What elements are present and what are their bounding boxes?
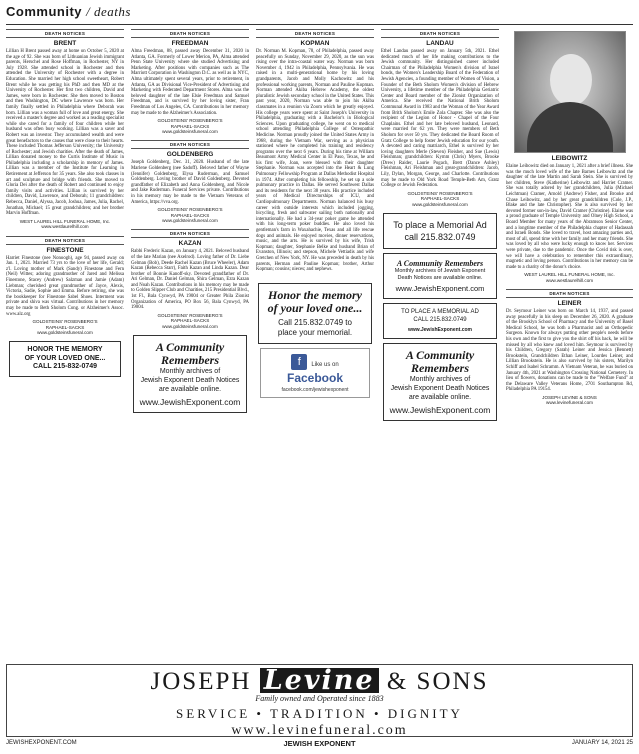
- funeral-home-link[interactable]: www.goldsteinsfuneral.com: [37, 329, 93, 335]
- obit-body-kazan: Rabbi Frederic Kazan, on January 4, 2021. Beloved husband of the late Marian (nee Axelrod). Loving father of Dr. Liebe Gelman (Bob), Deede Rachel Kazan (Bruce Wheeler), Adam Kazan (Rebecca Starr), Faith Kazan and Linda Kazan. Dear brother of Bonnie Kanoff-sky. Devoted grandfather of Dr. Ari Gelman, Dr. Daniel Gelman, Shira Gelman, Ezra Kazan and Noah Kazan. Contributions in his memory may be made to Golden Slipper Club and Charities, 215 Presidential Blvd., 1st Fl., Bala Cynwyd, PA 19004 or Greater Phila Zionist Organization of America, PO Box 56, Bala Cynwyd, PA 19004.: [131, 249, 249, 311]
- portrait-face: [550, 54, 592, 106]
- column-2: [131, 29, 249, 662]
- obit-body-leiner: Dr. Seymour Leiner was born on March 14, 1937, and passed away peacefully in his sleep on December 26, 2020. A graduate of the Brooklyn School of Pharmacy and the University of Basel Medical School, he was both a Pharmacist and an Orthopedic Surgeon. Known for always putting other people's needs before his own and the first to give you the shirt off his back, he will be missed by all who knew and loved him. Seymour is survived by his Children, Gregory (Sarah) Leiner and Jessica (Bennett) Brookstein, Grandchildren Ethan Leiner, Lourdes Leiner, and Lillian Brookstein. He is also survived by his sisters, Marilyn Schiff and Isabel Schramm. A Vietnam Veteran, he was buried on January 4th, 2021 at Washington Crossing National Cemetery. In lieu of flowers, donations can be made to the "Welfare Fund" at the Delaware Valley Veterans Home, 2701 Southampton Rd, Philadelphia PA 19154.: [506, 309, 633, 393]
- obit-body-brent: Lillian H Brent passed away at home on October 5, 2020 at the age of 92. She was born of Lithuanian Jewish immigrant parents, Herschel and Rose Hoffman, in Rochester, NY in July 1928. She attended school in Rochester and then attended the University of Rochester with a degree in Education. She married her high school sweetheart, Robert Brent while he was getting his PhD and then MD at the University of Rochester. Her first two children, David and James, were born in Rochester. She then moved to Boston and then Washington, DC where Lawrence was born. Her family finally settled in Philadelphia where Deborah was born. Lillian was a woman full of love and great energy. She received a master's degree and worked as a reading specialist while she cared for a family of four children while her husband was often busy working. Lillian was a saver and Robert was an investor. They accumulated wealth and were great benefactors to the causes that were close to their hearts. These included Thomas Jefferson University; the University of Rochester; and Jewish charities. After the death of James, Lillian donated money to the Curtis Institute of Music in Philadelphia including a scholarship in memory of James. Lillian was a member of the Institute for Learning in Retirement at Jefferson for 35 years. She also took classes in art and sculpture and bridge with friends. She moved to Gloria Dei after the death of Robert and continued to enjoy family visits and activities. Lillian is survived by her children, David, Lawrence, and Deborah; 11 grandchildren: Rebecca, Daniel, Alyssa, Jacob, Joshua, James, Julia, Rachel, Jonathan, Michael; 15 great grandchildren; and her brother Marvin Hoffman.: [6, 49, 124, 217]
- header-rule: [6, 24, 633, 25]
- funeral-home: WEST LAUREL HILL FUNERAL HOME, Inc.: [524, 272, 615, 278]
- community-remembers-ad: [383, 343, 497, 421]
- funeral-home-line2: RAPHAEL-SACKS: [170, 318, 210, 324]
- obit-body-leibowitz: Elaine Leibowitz died on January 1, 2021 after a brief illness. She was the much loved wife of the late Barnes Leibowitz and the daughter of the late Martin and Sarah Stein. She is survived by her children, Steve (Katherine) Leibowitz and Harriet Cramer. She was totally adored by her grandchildren, Julia (Michael Leichtman) Cramer, Arnold (Andrew) Fisher, and Brooke and Chase Leibowitz, and by her great grandchildren (Cole, J.P., Blake and the late Christopher). She is also survived by her devoted former son-in-law, David Cramer (Christine). Elaine was a proud graduate of Temple University and Olney High School, a Board Member for many years of the Abramson Senior Center, and a longtime member of the Philadelphia chapter of Hadassah and Israeli Bonds. She loved to travel, host amazing parties and, most of all, spend time with her family and her many friends. She was loved by all who were lucky enough to know her. Services were private, due to the pandemic. Once the Covid risk is over, we will have a celebration to remember this extraordinary, magnetic and loving person. Contributions in her memory can be made to a charity of the donor's choice.: [506, 164, 633, 270]
- column-4: [381, 29, 499, 662]
- obit-signature-leiner: [506, 395, 633, 406]
- ad-url-link[interactable]: www.JewishExponent.com: [139, 397, 241, 408]
- obit-name-leibowitz: LEIBOWITZ: [551, 155, 588, 162]
- obit-body-finestone: Harriet Finestone (nee Nonoogh), age 94, passed away on Jan. 1, 2021. Married 73 yrs to the love of her life, Gerald; z'l. Loving mother of Mark (Sandy) Finestone and Fern (Neil) Wittes; adoring grandmother of Jared and Melissa Finestone, Stacey (Andrew) Salzman and Jamie (Adam) Liebman; cherished great grandmother of Jayce, Alexis, Victoria, Sadie, Sophie and Emma. Before retiring, she was the bookkeeper for Finestone Sabel Shoes. Interment was private and shiva was virtual. Contributions in her memory may be made to Beth Sholom Cong. or Alzheimer's Assoc. www.alz.org: [6, 255, 124, 317]
- death-notices-tag: DEATH NOTICES: [6, 29, 124, 38]
- column-3: [256, 29, 374, 662]
- funeral-home-link[interactable]: www.goldsteinsfuneral.com: [412, 201, 468, 207]
- ad-text: place your memorial.: [277, 327, 353, 337]
- ad-heading: A Community Remembers: [396, 259, 484, 269]
- funeral-home: GOLDSTEINS' ROSENBERG'S: [157, 312, 223, 318]
- place-line: TO PLACE A MEMORIAL AD: [401, 309, 479, 316]
- funeral-home: GOLDSTEINS' ROSENBERG'S: [407, 190, 473, 196]
- ad-text: are available online.: [158, 386, 222, 394]
- ad-url-link[interactable]: www.levinefuneral.com: [231, 723, 408, 738]
- footer-site: JEWISHEXPONENT.COM: [6, 740, 77, 746]
- portrait-shoulders: [527, 102, 613, 152]
- ad-text: Jewish Exponent Death Notices: [140, 377, 240, 385]
- ad-heading: A Community: [405, 348, 475, 363]
- obit-name-finestone: FINESTONE: [46, 246, 84, 254]
- ad-heading: of your loved one...: [267, 300, 363, 315]
- ad-text: Call 215.832.0749 to: [278, 317, 352, 327]
- death-notices-tag: DEATH NOTICES: [131, 229, 249, 238]
- funeral-home: WEST LAUREL HILL FUNERAL HOME, Inc.: [19, 218, 111, 224]
- ad-url-link[interactable]: www.JewishExponent.com: [395, 284, 485, 294]
- ad-text: Death Notices are available online.: [397, 275, 483, 282]
- ad-brand-line: [7, 665, 632, 696]
- ad-text: are available online.: [408, 394, 472, 402]
- obit-body-freedman: Alma Freedman, 88, passed away December 31, 2020 in Atlanta, GA. Formerly of Lower Merion, PA, Alma attended Penn State University where she studied Advertising and Marketing. After positions with companies such as The Marriott Corporation in Washington D.C. as well as in NYC, Alma ultimately spent several years, prior to retirement, in Atlanta, GA as Divisional Vice-President of Advertising and Marketing with Federated Department Stores. Alma was the beloved daughter of the late Elsie Freedman and Samuel Freedman, and is survived by her loving sister, Fran Freedman of Los Angeles, CA. Contributions in her memory may be made to the Alzheimer's Association.: [131, 49, 249, 116]
- section-subtitle: / deaths: [86, 4, 131, 19]
- ad-url-link[interactable]: www.JewishExponent.com: [389, 405, 491, 416]
- honor-memory-ad: [258, 283, 372, 344]
- place-memorial-ad: [383, 303, 497, 339]
- memorial-ad: [383, 213, 497, 249]
- funeral-home-line2: RAPHAEL-SACKS: [170, 123, 210, 129]
- ad-joseph: JOSEPH: [150, 668, 252, 695]
- fb-like-text: Like us on: [311, 361, 339, 368]
- obit-signature-kazan: [131, 313, 249, 329]
- community-remembers-small-ad: [383, 253, 497, 299]
- section-title: Community: [6, 4, 82, 19]
- obit-name-freedman: FREEDMAN: [171, 40, 209, 47]
- facebook-ad[interactable]: [260, 348, 370, 398]
- funeral-home-link[interactable]: www.westlaurelhill.com: [41, 224, 89, 230]
- ad-tagline: Family owned and Operated since 1883: [255, 694, 384, 703]
- ad-text: Monthly archives of Jewish Exponent: [394, 268, 486, 275]
- memorial-phone: call 215.832.0749: [404, 232, 476, 243]
- obit-signature-goldenberg: [131, 207, 249, 223]
- obit-body-kopman: Dr. Norman M. Kopman, 78, of Philadelphia, passed away peacefully on Sunday, November 29, 2020, as the sun was rising over the intra-coastal water way. Norman was born November 4, 1942 in Philadelphia, Pennsylvania. He was raised in a multi-generational home by his loving grandparents, Jacob and Molly Kachowitz and his professional working parents, Norman and Pauline Kopman. Norman attended Akiba Hebrew Academy, the oldest pluralistic Jewish secondary school in the United States. This past year, 2020, Norman was able to join his Akiba classmates in a reunion via Zoom which he greatly enjoyed. His college years were spent at Saint Joseph's University in Philadelphia, graduating with a Bachelor's in Biological Sciences. Upon graduating college, he went on to medical school attending Philadelphia College of Osteopathic Medicine. Norman proudly joined the United States Army in 1968, during the Vietnam War, serving as a physician stationed where he completed his training and residency programs over the next 6 years. During his time at William Beaumont Army Medical Center in El Paso, Texas, he and his first wife, Joan, were blessed with their daughter Stephanie. Norman was accepted into the Heart & Lung Pulmonary Fellowship Program at Dallas Methodist Hospital in 1974. After completing his fellowship, he set up a sole pulmonary practice in Dallas. He served Southwest Dallas and its residents for the next 38 years. His practice included years of Medical Directorships of ICU, and Cardiopulmonary Departments. Norman balanced his busy career with outside interests which included jogging, bicycling, fresh and saltwater sailing both nationally and internationally. He had a 34-year poker game he attended with his long-term poker buddies. He also loved his gentleman's farm in Waxahachie, Texas and all life rescue dogs and animals. He enjoyed movies, dinner reservations, music, and the arts. He is survived by his wife, Trish Kopman; daughter, Stephanie Belke and husband Brian of Evanston, Illinois; and stepson, Michele Vettiadis and wife Gretchen of New York, NY. He was preceded in death by his parents, Herman and Pauline Kopman; brother, Arthur Kopman; cousins; nieces; and nephews.: [256, 49, 374, 273]
- death-notices-tag: DEATH NOTICES: [256, 29, 374, 38]
- honor-line: OF YOUR LOVED ONE...: [24, 354, 106, 362]
- obit-name-brent: BRENT: [53, 40, 77, 47]
- funeral-home: JOSEPH LEVINE & SONS: [542, 395, 597, 400]
- obit-name-kopman: KOPMAN: [300, 40, 330, 47]
- ad-levine-logo: Levine: [260, 668, 379, 693]
- funeral-home: GOLDSTEINS' ROSENBERG'S: [32, 319, 98, 325]
- thumbs-up-icon: f: [291, 354, 307, 370]
- death-notices-tag: DEATH NOTICES: [131, 140, 249, 149]
- funeral-home-link[interactable]: www.levinefuneral.com: [546, 400, 593, 406]
- obit-signature-freedman: [131, 118, 249, 134]
- memorial-line: To place a Memorial Ad: [393, 220, 487, 231]
- footer-publication: JEWISH EXPONENT: [283, 739, 356, 748]
- place-url-link[interactable]: www.JewishExponent.com: [408, 327, 472, 334]
- funeral-home-link[interactable]: www.goldsteinsfuneral.com: [162, 128, 218, 134]
- obit-signature-finestone: [6, 319, 124, 335]
- levine-funeral-ad[interactable]: [6, 664, 633, 737]
- funeral-home: GOLDSTEINS' ROSENBERG'S: [157, 207, 223, 213]
- honor-phone: CALL 215-832-0749: [32, 363, 98, 371]
- funeral-home-line2: RAPHAEL-SACKS: [45, 324, 85, 330]
- fb-url-link[interactable]: facebook.com/jewishexponent: [281, 386, 349, 393]
- ad-heading: Remembers: [161, 353, 219, 368]
- community-remembers-ad: [133, 335, 247, 413]
- funeral-home-line2: RAPHAEL-SACKS: [170, 212, 210, 218]
- funeral-home-line2: RAPHAEL-SACKS: [420, 196, 460, 202]
- death-notices-tag: DEATH NOTICES: [506, 289, 633, 298]
- section-header: [6, 4, 131, 20]
- honor-memory-ad: [9, 341, 121, 377]
- obit-body-landau: Ethel Landau passed away on January 5th, 2021. Ethel dedicated much of her life making contributions to the Jewish community. Her distinguished career included Chairman of the Philadelphia Women's division of Israel bonds, the Women's Leadership Board of the Federation of Jewish Agencies, a founding member of Women of Vision, a Founder of the Beth Sholom Women's division of Hebrew University, a lifetime member of the Philadelphia Geriatric Center and Board member of the Zionist Organization of America. She received the National Brith Sholom Communal Award in 1983 and the Woman of the Year Award from Brith Sholom's Emile Zola Chapter. She was also the recipient of the Legion of Honor - Chapel of the Four Chaplains. Ethel and her late beloved husband, Leonard, were married for 62 yrs. They were members of Beth Sholom for over 50 yrs. They dedicated the Board Room of Gratz College to help foster Jewish education for our youth. A devoted and caring matriarch, Ethel is survived by her loving daughters Merle (Steven) Fleisher, and Sue (Lewis) Fleishman; grandchildren: Kymm (Chris) Myers, Brooke (Drew) Raider, Laurie Pogach, Brett (Dance Ashley) Fleishman, Ari Fleishman and great-grandchildren: Jacob, Lily, Dylan, Morgan, George, and Charlotte. Contributions may be made to Old York Road Temple-Beth Am, Gratz College or Jewish Federation.: [381, 49, 499, 189]
- obit-signature-landau: [381, 191, 499, 207]
- ad-text: Jewish Exponent Death Notices: [390, 385, 490, 393]
- funeral-home-link[interactable]: www.westlaurelhill.com: [545, 277, 594, 283]
- footer-date-page: JANUARY 14, 2021 25: [571, 740, 633, 746]
- leibowitz-photo: [514, 31, 626, 153]
- obit-body-goldenberg: Joseph Goldenberg, Dec. 31, 2020. Husband of the late Marlene Goldenberg (nee Sadoff). Beloved father of Wayne (Jennifer) Goldenberg, Elysa Ruderman, and Samuel Goldenberg. Loving brother of David Goldenberg. Devoted grandfather of Elizabeth and Anna Goldenberg, and Nicole and Jake Ruderman. Funeral Services private. Contributions in his memory may be made to the Vietnam Veterans of America, https://vva.org.: [131, 160, 249, 205]
- place-phone: CALL 215.832.0749: [413, 316, 467, 323]
- death-notices-tag: DEATH NOTICES: [381, 29, 499, 38]
- funeral-home: GOLDSTEINS' ROSENBERG'S: [157, 118, 223, 124]
- ad-heading: Remembers: [411, 361, 469, 376]
- obit-name-kazan: KAZAN: [178, 240, 202, 248]
- death-notices-tag: DEATH NOTICES: [6, 236, 124, 245]
- death-notices-tag: DEATH NOTICES: [131, 29, 249, 38]
- column-1: [6, 29, 124, 662]
- ad-text: Monthly archives of: [159, 368, 221, 376]
- obit-name-goldenberg: GOLDENBERG: [166, 151, 214, 159]
- ad-text: Monthly archives of: [409, 376, 471, 384]
- fb-brand: Facebook: [286, 370, 343, 385]
- ad-values: SERVICE • TRADITION • DIGNITY: [176, 706, 463, 721]
- obit-signature-leibowitz: [506, 272, 633, 283]
- funeral-home-link[interactable]: www.goldsteinsfuneral.com: [162, 323, 218, 329]
- obit-signature-brent: [6, 219, 124, 230]
- ad-heading: Honor the memory: [267, 287, 362, 302]
- funeral-home-link[interactable]: www.goldsteinsfuneral.com: [162, 217, 218, 223]
- ad-heading: A Community: [155, 340, 225, 355]
- column-5: [506, 29, 633, 662]
- obit-name-leiner: LEINER: [557, 300, 582, 308]
- obit-name-landau: LANDAU: [426, 40, 454, 47]
- ad-sons: & SONS: [386, 668, 489, 695]
- honor-line: HONOR THE MEMORY: [27, 346, 103, 354]
